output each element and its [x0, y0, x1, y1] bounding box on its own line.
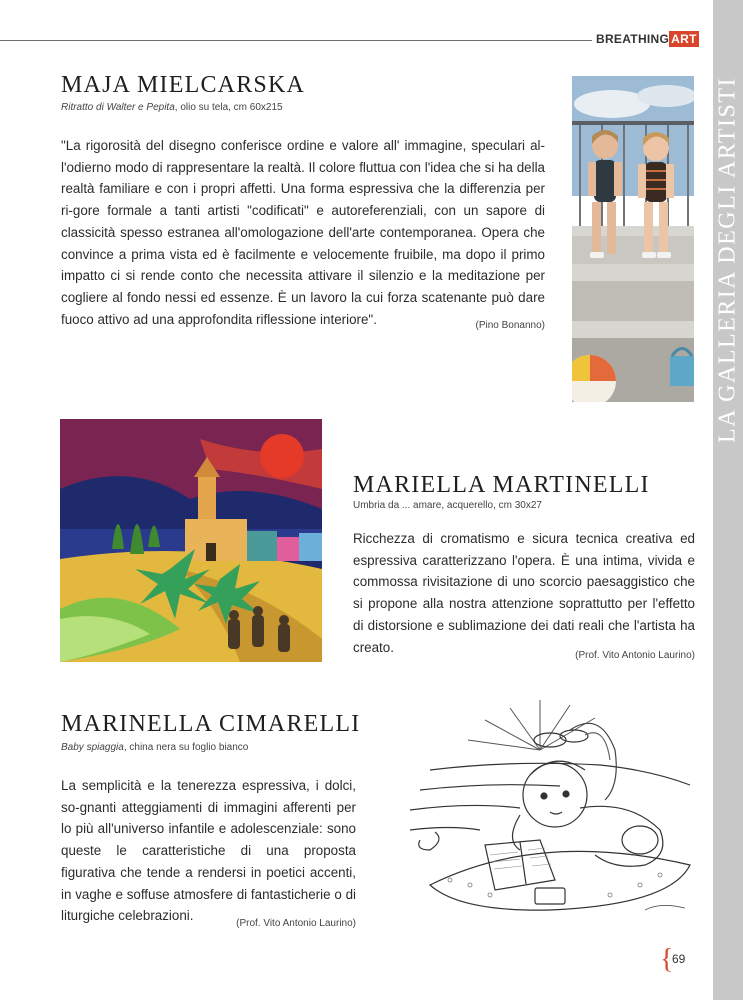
artist-name-3: MARINELLA CIMARELLI [61, 711, 361, 737]
artwork-caption-1: Ritratto di Walter e Pepita, olio su tela, cm 60x215 [61, 102, 283, 113]
artist-text-2: Ricchezza di cromatismo e sicura tecnica creativa ed espressiva caratterizzano l'opera. È una intima, vivida e commossa rivisitazione di uno scorcio paesaggistico che si propone alla nostra attenzione soprattutto per l'effetto di distorsione e sublimazione dei dati reali che l'artista ha creato. [353, 531, 695, 655]
attribution-2: (Prof. Vito Antonio Laurino) [575, 650, 695, 661]
painting-children-portrait [572, 76, 694, 402]
drawing-baby-beach [390, 690, 702, 930]
header-rule [0, 40, 592, 41]
brand-logo: BREATHING ART [596, 32, 697, 46]
page-number: 69 [672, 952, 686, 966]
attribution-1: (Pino Bonanno) [475, 320, 545, 331]
artwork-caption-2: Umbria da ... amare, acquerello, cm 30x27 [353, 500, 542, 511]
page-brace: { [660, 944, 674, 975]
attribution-3: (Prof. Vito Antonio Laurino) [236, 918, 356, 929]
sidebar-title: LA GALLERIA DEGLI ARTISTI [714, 76, 741, 444]
artist-text-1: "La rigorosità del disegno conferisce ordine e valore all' immagine, speculari al-l'odierno modo di rappresentare la realtà. Il colore fluttua con l'idea che si ha della realtà familiare e con i propri affetti. Una forma espressiva che la differenzia per ri-gore formale a tanti artisti "codificati" e autoreferenziali, con un sapore di classicità spesso estranea all'omologazione dell'arte contemporanea. Opera che convince a prima vista ed è facilmente e velocemente fruibile, ma dopo il primo impatto ci si rende conto che necessita attivare il silenzio e la meditazione per cogliere al fondo nessi ed essenze. È un lavoro la cui forza scatenante può dare fuoco attivo ad una approfondita riflessione interiore". [61, 138, 545, 327]
artist-name-1: MAJA MIELCARSKA [61, 72, 306, 98]
artist-text-3: La semplicità e la tenerezza espressiva, i dolci, so-gnanti atteggiamenti di immagini afferenti per lo più all'universo infantile e adolescenziale: sono queste le caratteristiche di una proposta figurativa che tende a rendersi in poetici accenti, in vaghe e soffuse atmosfere di fantasticherie o di liturgiche celebrazioni. [61, 778, 356, 924]
artwork-caption-3: Baby spiaggia, china nera su foglio bianco [61, 742, 249, 753]
painting-umbria-landscape [60, 419, 322, 662]
artist-name-2: MARIELLA MARTINELLI [353, 472, 650, 498]
